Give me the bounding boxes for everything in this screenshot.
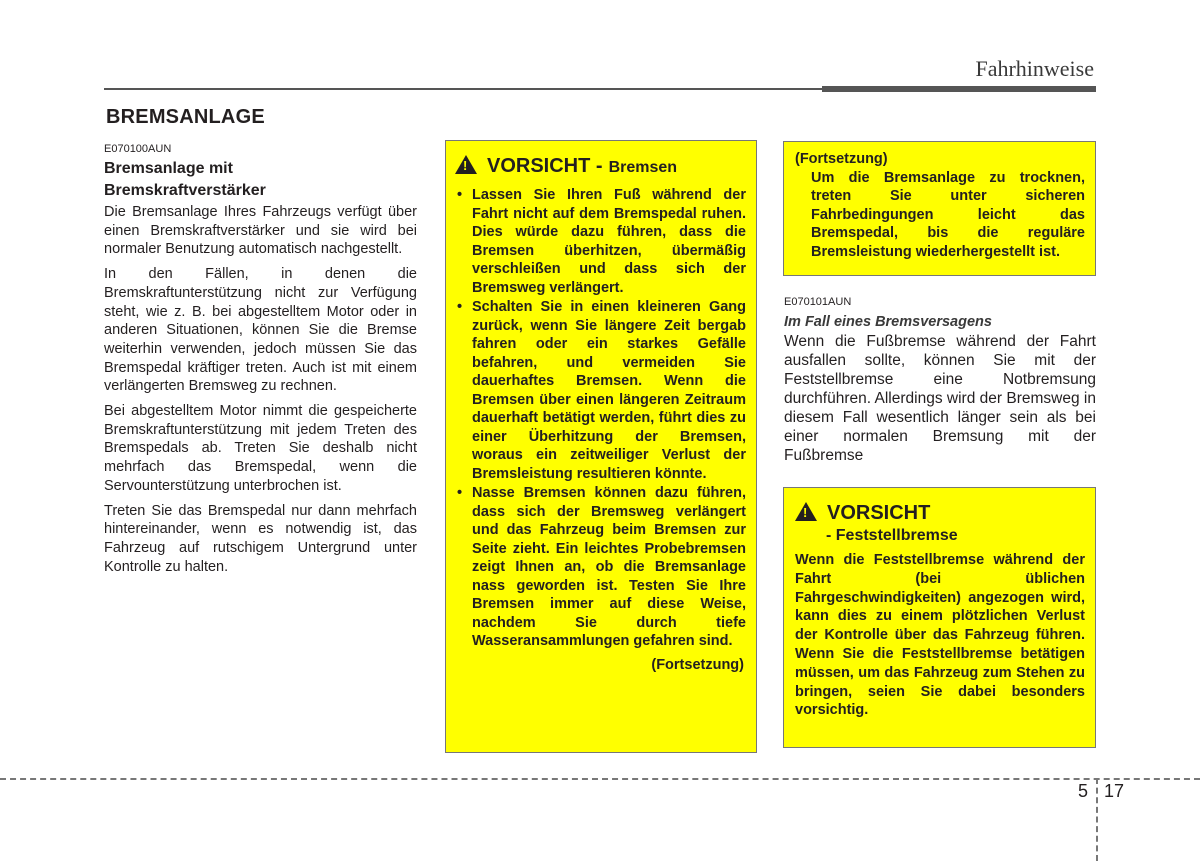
warning-box-parking-brake [783, 487, 1096, 748]
warning-bullet: • Nasse Bremsen können dazu führen, dass sich der Bremsweg verlängert und das Fahrzeug beim Bremsen zur Seite zieht. Ein leichtes Probebremsen zeigt Ihnen an, ob die Bremsanlage nass geworden ist. Testen Sie Ihre Bremsen immer auf diese Weise, nachdem Sie durch tiefe Wasseransammlungen gefahren sind. [455, 484, 746, 651]
warning-subtitle-text: Bremsen [608, 159, 678, 176]
section-heading: BREMSANLAGE [106, 106, 265, 128]
left-column [104, 106, 417, 582]
body-paragraph: Bei abgestelltem Motor nimmt die gespeicherte Bremskraftunterstützung mit jedem Treten des Bremspedals ab. Treten Sie deshalb nicht mehrfach das Bremspedal, wenn die Servounterstützung unterbrochen ist. [104, 403, 417, 494]
section-code: E070100AUN [104, 143, 172, 155]
warning-subtitle-text: - Feststellbremse [826, 527, 958, 544]
continuation-text: Um die Bremsanlage zu trocknen, treten Sie unter sicheren Fahrbedingungen leicht das Bremspedal, bis die reguläre Bremsleistung wiederhergestellt ist. [811, 169, 1085, 260]
continuation-box [783, 141, 1096, 276]
footer-dashed-rule [0, 778, 1200, 780]
page-number: 17 [1104, 781, 1125, 801]
body-paragraph: Treten Sie das Bremspedal nur dann mehrfach hintereinander, wenn es notwendig ist, das Fahrzeug auf rutschigem Untergrund unter Kontrolle zu halten. [104, 502, 417, 575]
body-paragraph: Die Bremsanlage Ihres Fahrzeugs verfügt über einen Bremskraftverstärker und sie wird bei normaler Benutzung automatisch nachgestellt. [104, 204, 417, 258]
warning-bullet: • Lassen Sie Ihren Fuß während der Fahrt nicht auf dem Bremspedal ruhen. Dies würde dazu führen, dass die Bremsen überhitzen, übermäßig verschleißen und dass sich der Bremsweg verlängert. [455, 186, 746, 297]
warning-title [455, 153, 746, 178]
page-header-title: Fahrhinweise [975, 56, 1094, 81]
warning-box-brakes [445, 140, 757, 753]
continued-label: (Fortsetzung) [651, 656, 744, 673]
warning-title-text: VORSICHT [827, 502, 931, 524]
header-rule-accent [822, 86, 1096, 92]
right-column [784, 296, 1096, 471]
subheading-line-1: Bremsanlage mit [104, 160, 233, 177]
continuation-label: (Fortsetzung) [795, 151, 888, 167]
body-paragraph: In den Fällen, in denen die Bremskraftunterstützung nicht zur Verfügung steht, wie z. B. bei abgestelltem Motor oder in anderen Situationen, können Sie die Bremse weiterhin verwenden, jedoch müssen Sie das Bremspedal kräftiger treten. Auch ist mit einem verlängerten Bremsweg zu rechnen. [104, 266, 417, 395]
warning-bullet: • Schalten Sie in einen kleineren Gang zurück, wenn Sie längere Zeit bergab fahren oder ein starkes Gefälle befahren, und vermeiden Sie dauerhaftes Bremsen. Wenn die Bremsen über einen längeren Zeitraum dauerhaft betätigt werden, führt dies zu einer Überhitzung der Bremsen, woraus ein zeitweiliger Verlust der Bremsleistung resultieren könnte. [455, 298, 746, 483]
warning-text: Wenn die Feststellbremse während der Fahrt (bei üblichen Fahrgeschwindigkeiten) angezogen wird, kann dies zu einem plötzlichen Verlust der Kontrolle über das Fahrzeug führen. Wenn Sie die Feststellbremse betätigen müssen, um das Fahrzeug zum Stehen zu bringen, seien Sie dabei besonders vorsichtig. [795, 552, 1085, 719]
italic-subheading: Im Fall eines Bremsversagens [784, 314, 992, 330]
section-code: E070101AUN [784, 296, 852, 308]
warning-title [795, 500, 1085, 525]
footer-vertical-rule [1096, 778, 1098, 861]
chapter-number: 5 [1078, 781, 1089, 801]
body-paragraph: Wenn die Fußbremse während der Fahrt ausfallen sollte, können Sie mit der Feststellbremse eine Notbremsung durchführen. Allerdings wird der Bremsweg in diesem Fall wesentlich länger sein als bei einer normalen Bremsung mit der Fußbremse [784, 333, 1096, 464]
warning-triangle-icon [795, 502, 817, 521]
warning-triangle-icon [455, 155, 477, 174]
warning-bullet-list [455, 186, 746, 651]
subheading-line-2: Bremskraftverstärker [104, 182, 266, 199]
warning-title-text: VORSICHT - [487, 155, 603, 177]
